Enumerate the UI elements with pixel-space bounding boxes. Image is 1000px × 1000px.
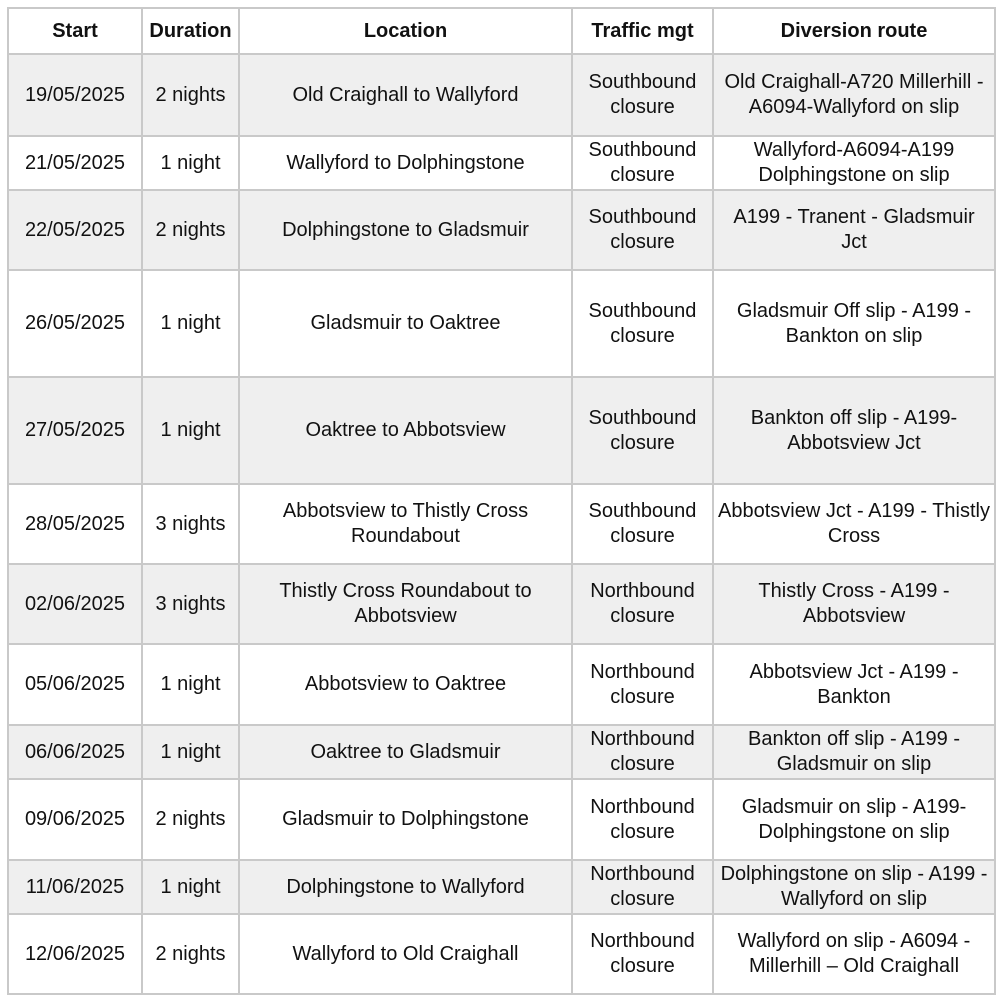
cell-diversion-route: Abbotsview Jct - A199 - Thistly Cross — [713, 484, 995, 564]
cell-diversion-route: Wallyford-A6094-A199 Dolphingstone on slip — [713, 136, 995, 190]
cell-location: Oaktree to Gladsmuir — [239, 725, 572, 779]
table-body — [8, 54, 995, 994]
cell-diversion-route: Thistly Cross - A199 - Abbotsview — [713, 564, 995, 644]
table-row — [8, 270, 995, 377]
table-row — [8, 564, 995, 644]
cell-traffic-mgt: Southbound closure — [572, 136, 713, 190]
cell-traffic-mgt: Northbound closure — [572, 779, 713, 860]
table-row — [8, 725, 995, 779]
header-row — [8, 8, 995, 54]
table-row — [8, 914, 995, 994]
cell-traffic-mgt: Northbound closure — [572, 860, 713, 914]
cell-diversion-route: Bankton off slip - A199 - Gladsmuir on slip — [713, 725, 995, 779]
header-traffic-mgt: Traffic mgt — [572, 8, 713, 54]
table-row — [8, 484, 995, 564]
header-duration: Duration — [142, 8, 239, 54]
cell-traffic-mgt: Northbound closure — [572, 914, 713, 994]
cell-duration: 1 night — [142, 270, 239, 377]
cell-start: 22/05/2025 — [8, 190, 142, 270]
cell-start: 21/05/2025 — [8, 136, 142, 190]
table-row — [8, 136, 995, 190]
cell-diversion-route: Abbotsview Jct - A199 - Bankton — [713, 644, 995, 725]
table-row — [8, 644, 995, 725]
cell-location: Abbotsview to Thistly Cross Roundabout — [239, 484, 572, 564]
cell-start: 19/05/2025 — [8, 54, 142, 136]
cell-duration: 1 night — [142, 644, 239, 725]
cell-diversion-route: A199 - Tranent - Gladsmuir Jct — [713, 190, 995, 270]
cell-duration: 3 nights — [142, 564, 239, 644]
cell-start: 11/06/2025 — [8, 860, 142, 914]
table-row — [8, 377, 995, 484]
cell-duration: 2 nights — [142, 54, 239, 136]
cell-location: Dolphingstone to Gladsmuir — [239, 190, 572, 270]
cell-duration: 1 night — [142, 860, 239, 914]
cell-traffic-mgt: Southbound closure — [572, 54, 713, 136]
cell-start: 02/06/2025 — [8, 564, 142, 644]
closure-schedule — [7, 7, 994, 995]
header-location: Location — [239, 8, 572, 54]
cell-start: 27/05/2025 — [8, 377, 142, 484]
cell-start: 06/06/2025 — [8, 725, 142, 779]
cell-duration: 1 night — [142, 377, 239, 484]
table-row — [8, 54, 995, 136]
cell-location: Gladsmuir to Oaktree — [239, 270, 572, 377]
cell-location: Abbotsview to Oaktree — [239, 644, 572, 725]
cell-location: Gladsmuir to Dolphingstone — [239, 779, 572, 860]
cell-diversion-route: Old Craighall-A720 Millerhill - A6094-Wallyford on slip — [713, 54, 995, 136]
cell-location: Dolphingstone to Wallyford — [239, 860, 572, 914]
cell-diversion-route: Wallyford on slip - A6094 - Millerhill – Old Craighall — [713, 914, 995, 994]
cell-traffic-mgt: Southbound closure — [572, 190, 713, 270]
cell-location: Thistly Cross Roundabout to Abbotsview — [239, 564, 572, 644]
cell-duration: 2 nights — [142, 779, 239, 860]
header-diversion-route: Diversion route — [713, 8, 995, 54]
cell-traffic-mgt: Southbound closure — [572, 270, 713, 377]
cell-diversion-route: Gladsmuir Off slip - A199 - Bankton on slip — [713, 270, 995, 377]
cell-duration: 2 nights — [142, 190, 239, 270]
cell-traffic-mgt: Northbound closure — [572, 644, 713, 725]
table-row — [8, 779, 995, 860]
cell-diversion-route: Bankton off slip - A199- Abbotsview Jct — [713, 377, 995, 484]
cell-location: Oaktree to Abbotsview — [239, 377, 572, 484]
cell-traffic-mgt: Northbound closure — [572, 564, 713, 644]
cell-location: Wallyford to Old Craighall — [239, 914, 572, 994]
cell-duration: 1 night — [142, 136, 239, 190]
table-row — [8, 860, 995, 914]
cell-start: 09/06/2025 — [8, 779, 142, 860]
cell-duration: 1 night — [142, 725, 239, 779]
table-header — [8, 8, 995, 54]
cell-start: 05/06/2025 — [8, 644, 142, 725]
cell-location: Wallyford to Dolphingstone — [239, 136, 572, 190]
closure-table — [7, 7, 996, 995]
table-row — [8, 190, 995, 270]
cell-start: 26/05/2025 — [8, 270, 142, 377]
cell-traffic-mgt: Southbound closure — [572, 377, 713, 484]
cell-traffic-mgt: Northbound closure — [572, 725, 713, 779]
cell-diversion-route: Dolphingstone on slip - A199 - Wallyford on slip — [713, 860, 995, 914]
cell-start: 12/06/2025 — [8, 914, 142, 994]
cell-start: 28/05/2025 — [8, 484, 142, 564]
cell-duration: 3 nights — [142, 484, 239, 564]
header-start: Start — [8, 8, 142, 54]
cell-traffic-mgt: Southbound closure — [572, 484, 713, 564]
cell-diversion-route: Gladsmuir on slip - A199- Dolphingstone on slip — [713, 779, 995, 860]
cell-location: Old Craighall to Wallyford — [239, 54, 572, 136]
cell-duration: 2 nights — [142, 914, 239, 994]
